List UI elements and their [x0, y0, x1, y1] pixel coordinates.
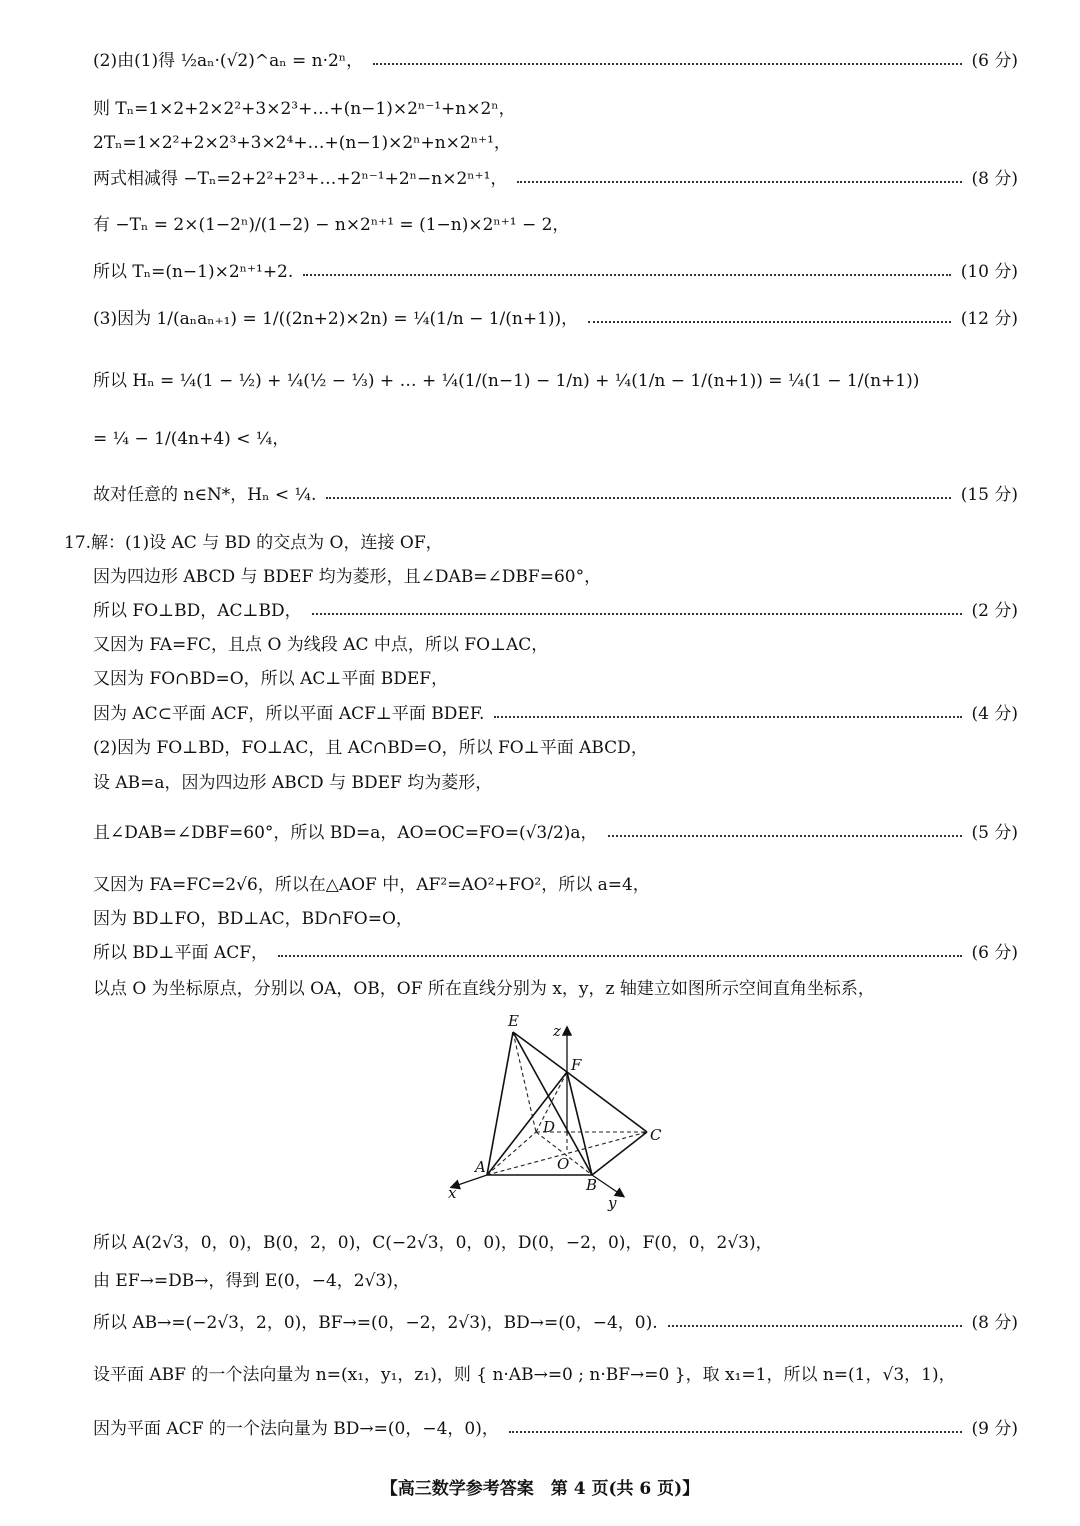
solution-line: (2)因为 FO⊥BD，FO⊥AC，且 AC∩BD=O，所以 FO⊥平面 ABCD，: [93, 738, 648, 758]
label-B: B: [586, 1176, 598, 1194]
solution-line: 因为 AC⊂平面 ACF，所以平面 ACF⊥平面 BDEF. (4 分): [93, 704, 1018, 724]
label-A: A: [475, 1158, 486, 1176]
label-E: E: [508, 1012, 519, 1030]
page-footer: 【高三数学参考答案 第 4 页(共 6 页)】: [380, 1479, 700, 1499]
solution-line: (2)由(1)得 ½aₙ·(√2)^aₙ = n·2ⁿ， (6 分): [93, 51, 1018, 71]
x-axis: [452, 1175, 487, 1187]
solution-line: 又因为 FO∩BD=O，所以 AC⊥平面 BDEF，: [93, 669, 449, 689]
label-O: O: [557, 1155, 570, 1173]
solution-line: 所以 BD⊥平面 ACF， (6 分): [93, 943, 1018, 963]
solution-line: 设 AB=a，因为四边形 ABCD 与 BDEF 均为菱形，: [93, 773, 493, 793]
solution-line: 又因为 FA=FC=2√6，所以在△AOF 中，AF²=AO²+FO²，所以 a=4，: [93, 875, 650, 895]
label-y: y: [608, 1194, 617, 1212]
label-D: D: [543, 1118, 556, 1136]
solution-line: 两式相减得 −Tₙ=2+2²+2³+…+2ⁿ⁻¹+2ⁿ−n×2ⁿ⁺¹， (8 分): [93, 169, 1018, 189]
solution-line: 所以 FO⊥BD，AC⊥BD， (2 分): [93, 601, 1018, 621]
solution-line: 2Tₙ=1×2²+2×2³+3×2⁴+…+(n−1)×2ⁿ+n×2ⁿ⁺¹，: [93, 133, 511, 153]
solution-line: 所以 Hₙ = ¼(1 − ½) + ¼(½ − ⅓) + … + ¼(1/(n−1) − 1/n) + ¼(1/n − 1/(n+1)) = ¼(1 − 1/(n+1)): [93, 371, 920, 391]
solution-line: 且∠DAB=∠DBF=60°，所以 BD=a，AO=OC=FO=(√3/2)a， (5 分): [93, 823, 1018, 843]
solution-line: 所以 A(2√3，0，0)，B(0，2，0)，C(−2√3，0，0)，D(0，−2，0)，F(0，0，2√3)，: [93, 1233, 773, 1253]
solution-line: 有 −Tₙ = 2×(1−2ⁿ)/(1−2) − n×2ⁿ⁺¹ = (1−n)×2ⁿ⁺¹ − 2，: [93, 215, 570, 235]
solution-line: 由 EF→=DB→，得到 E(0，−4，2√3)，: [93, 1271, 410, 1291]
solution-line: 因为四边形 ABCD 与 BDEF 均为菱形，且∠DAB=∠DBF=60°，: [93, 567, 602, 587]
solution-line: 又因为 FA=FC，且点 O 为线段 AC 中点，所以 FO⊥AC，: [93, 635, 549, 655]
label-z: z: [553, 1022, 561, 1040]
solution-line: 则 Tₙ=1×2+2×2²+3×2³+…+(n−1)×2ⁿ⁻¹+n×2ⁿ，: [93, 99, 516, 119]
solution-line: 所以 Tₙ=(n−1)×2ⁿ⁺¹+2. (10 分): [93, 262, 1018, 282]
label-x: x: [448, 1184, 457, 1202]
question-17-heading: 17.解：(1)设 AC 与 BD 的交点为 O，连接 OF，: [64, 533, 443, 553]
label-C: C: [650, 1126, 662, 1144]
coordinate-figure: [440, 1010, 670, 1215]
solution-line: (3)因为 1/(aₙaₙ₊₁) = 1/((2n+2)×2n) = ¼(1/n − 1/(n+1))， (12 分): [93, 309, 1018, 329]
solution-line: 设平面 ABF 的一个法向量为 n=(x₁，y₁，z₁)，则 { n·AB→=0 ; n·BF→=0 }，取 x₁=1，所以 n=(1，√3，1)，: [93, 1365, 956, 1385]
solution-line: 所以 AB→=(−2√3，2，0)，BF→=(0，−2，2√3)，BD→=(0，−4，0). (8 分): [93, 1313, 1018, 1333]
solution-line: 故对任意的 n∈N*，Hₙ < ¼. (15 分): [93, 485, 1018, 505]
solution-line: 因为平面 ACF 的一个法向量为 BD→=(0，−4，0)， (9 分): [93, 1419, 1018, 1439]
solution-line: 因为 BD⊥FO，BD⊥AC，BD∩FO=O，: [93, 909, 413, 929]
solution-line: = ¼ − 1/(4n+4) < ¼，: [93, 429, 290, 449]
solution-line: 以点 O 为坐标原点，分别以 OA，OB，OF 所在直线分别为 x，y，z 轴建立如图所示空间直角坐标系，: [93, 979, 875, 999]
label-F: F: [571, 1056, 582, 1074]
